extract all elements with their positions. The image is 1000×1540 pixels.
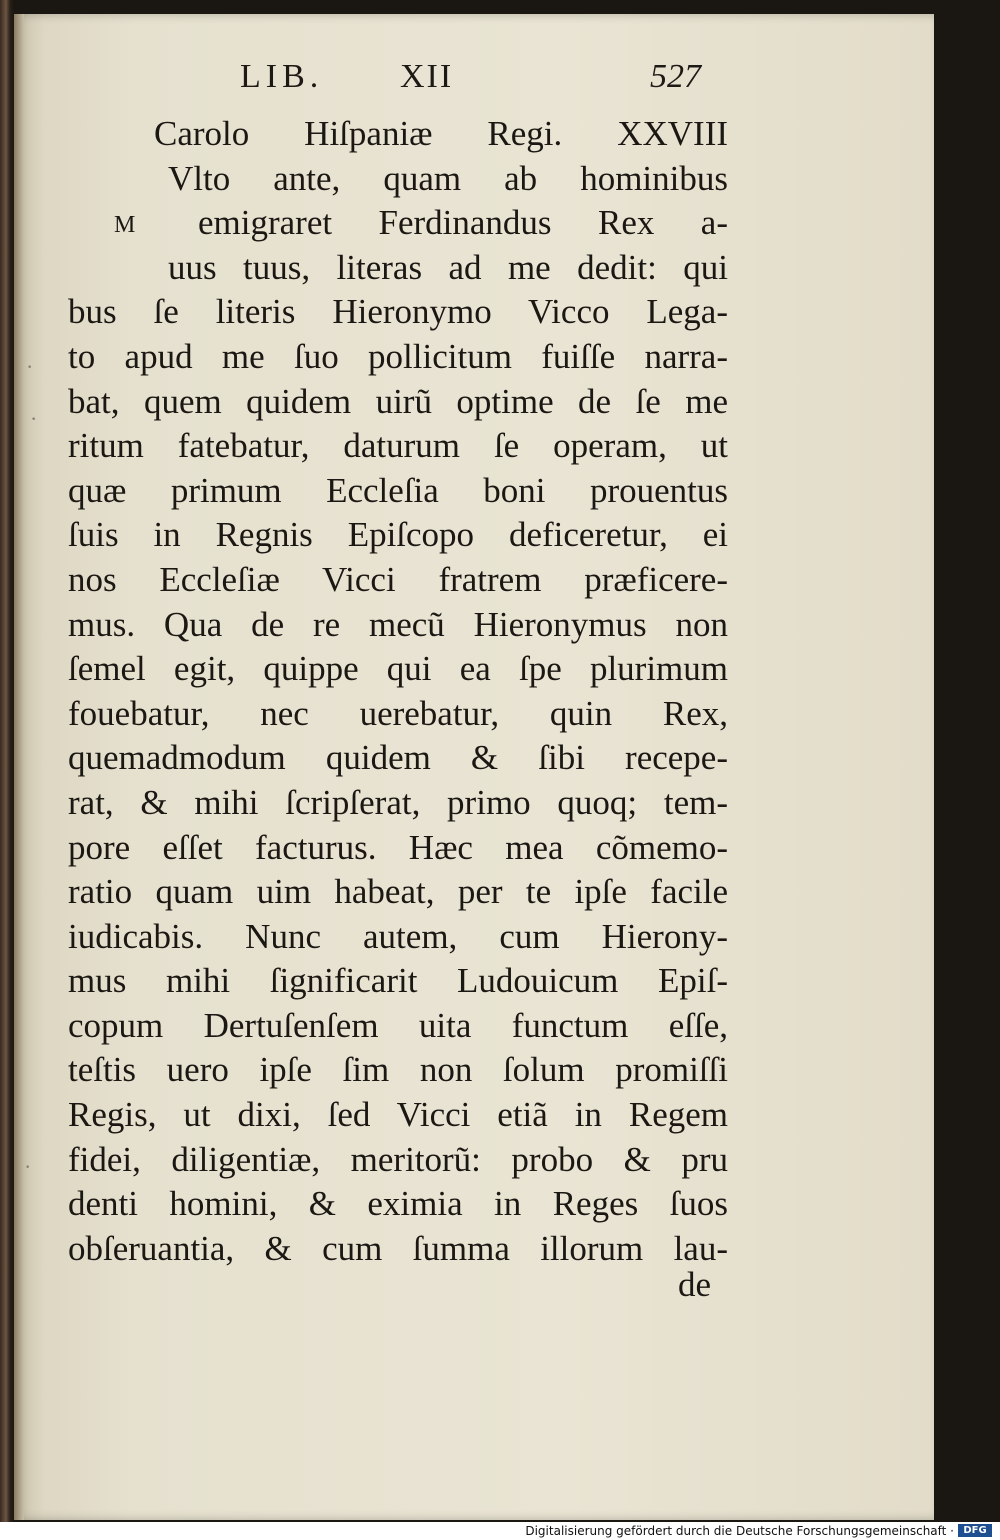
text-line: ſemel egit, quippe qui ea ſpe plurimum	[68, 649, 728, 689]
margin-mark: ·	[26, 354, 34, 379]
text-line: obſeruantia, & cum ſumma illorum lau-	[68, 1228, 728, 1268]
text-line: fidei, diligentiæ, meritorũ: probo & pru	[68, 1139, 728, 1179]
catchword: de	[678, 1265, 712, 1304]
text-line: quemadmodum quidem & ſibi recepe-	[68, 738, 728, 778]
text-line: denti homini, & eximia in Reges ſuos	[68, 1184, 728, 1224]
text-line: uus tuus, literas ad me dedit: qui	[168, 247, 728, 287]
margin-mark: ·	[24, 1154, 32, 1179]
text-line: quæ primum Eccleſia boni prouentus	[68, 470, 728, 510]
running-head-lib: LIB.	[240, 58, 324, 95]
text-line: ſuis in Regnis Epiſcopo deficeretur, ei	[68, 515, 728, 555]
text-line: bat, quem quidem uirũ optime de ſe me	[68, 381, 728, 421]
text-line: to apud me ſuo pollicitum fuiſſe narra-	[68, 336, 728, 376]
text-line: iudicabis. Nunc autem, cum Hierony-	[68, 916, 728, 956]
initial-letter: M	[114, 212, 137, 238]
text-line: emigraret Ferdinandus Rex a-	[198, 203, 728, 243]
text-line: mus. Qua de re mecũ Hieronymus non	[68, 604, 728, 644]
text-line: bus ſe literis Hieronymo Vicco Lega-	[68, 292, 728, 332]
margin-mark: ·	[30, 406, 38, 431]
text-line: nos Eccleſiæ Vicci fratrem præficere-	[68, 559, 728, 599]
text-line: ritum fatebatur, daturum ſe operam, ut	[68, 426, 728, 466]
text-line: fouebatur, nec uerebatur, quin Rex,	[68, 693, 728, 733]
text-line: rat, & mihi ſcripſerat, primo quoq; tem-	[68, 782, 728, 822]
dfg-logo-icon: DFG	[958, 1524, 992, 1537]
text-line: ratio quam uim habeat, per te ipſe facile	[68, 872, 728, 912]
text-line: Regis, ut dixi, ſed Vicci etiã in Regem	[68, 1095, 728, 1135]
footer-credit: Digitalisierung gefördert durch die Deutsche Forschungsgemeinschaft ·	[525, 1524, 954, 1538]
text-line: copum Dertuſenſem uita functum eſſe,	[68, 1005, 728, 1045]
text-line: teſtis uero ipſe ſim non ſolum promiſſi	[68, 1050, 728, 1090]
running-head	[240, 58, 740, 98]
running-head-book-number: XII	[400, 58, 454, 95]
digitization-footer	[0, 1522, 1000, 1540]
text-line: pore eſſet facturus. Hæc mea cõmemo-	[68, 827, 728, 867]
body-text	[68, 112, 728, 1271]
letter-heading: Carolo Hiſpaniæ Regi. XXVIII	[154, 114, 728, 153]
text-line: mus mihi ſignificarit Ludouicum Epiſ-	[68, 961, 728, 1001]
text-line: Vlto ante, quam ab hominibus	[168, 158, 728, 198]
page-number: 527	[650, 58, 701, 95]
